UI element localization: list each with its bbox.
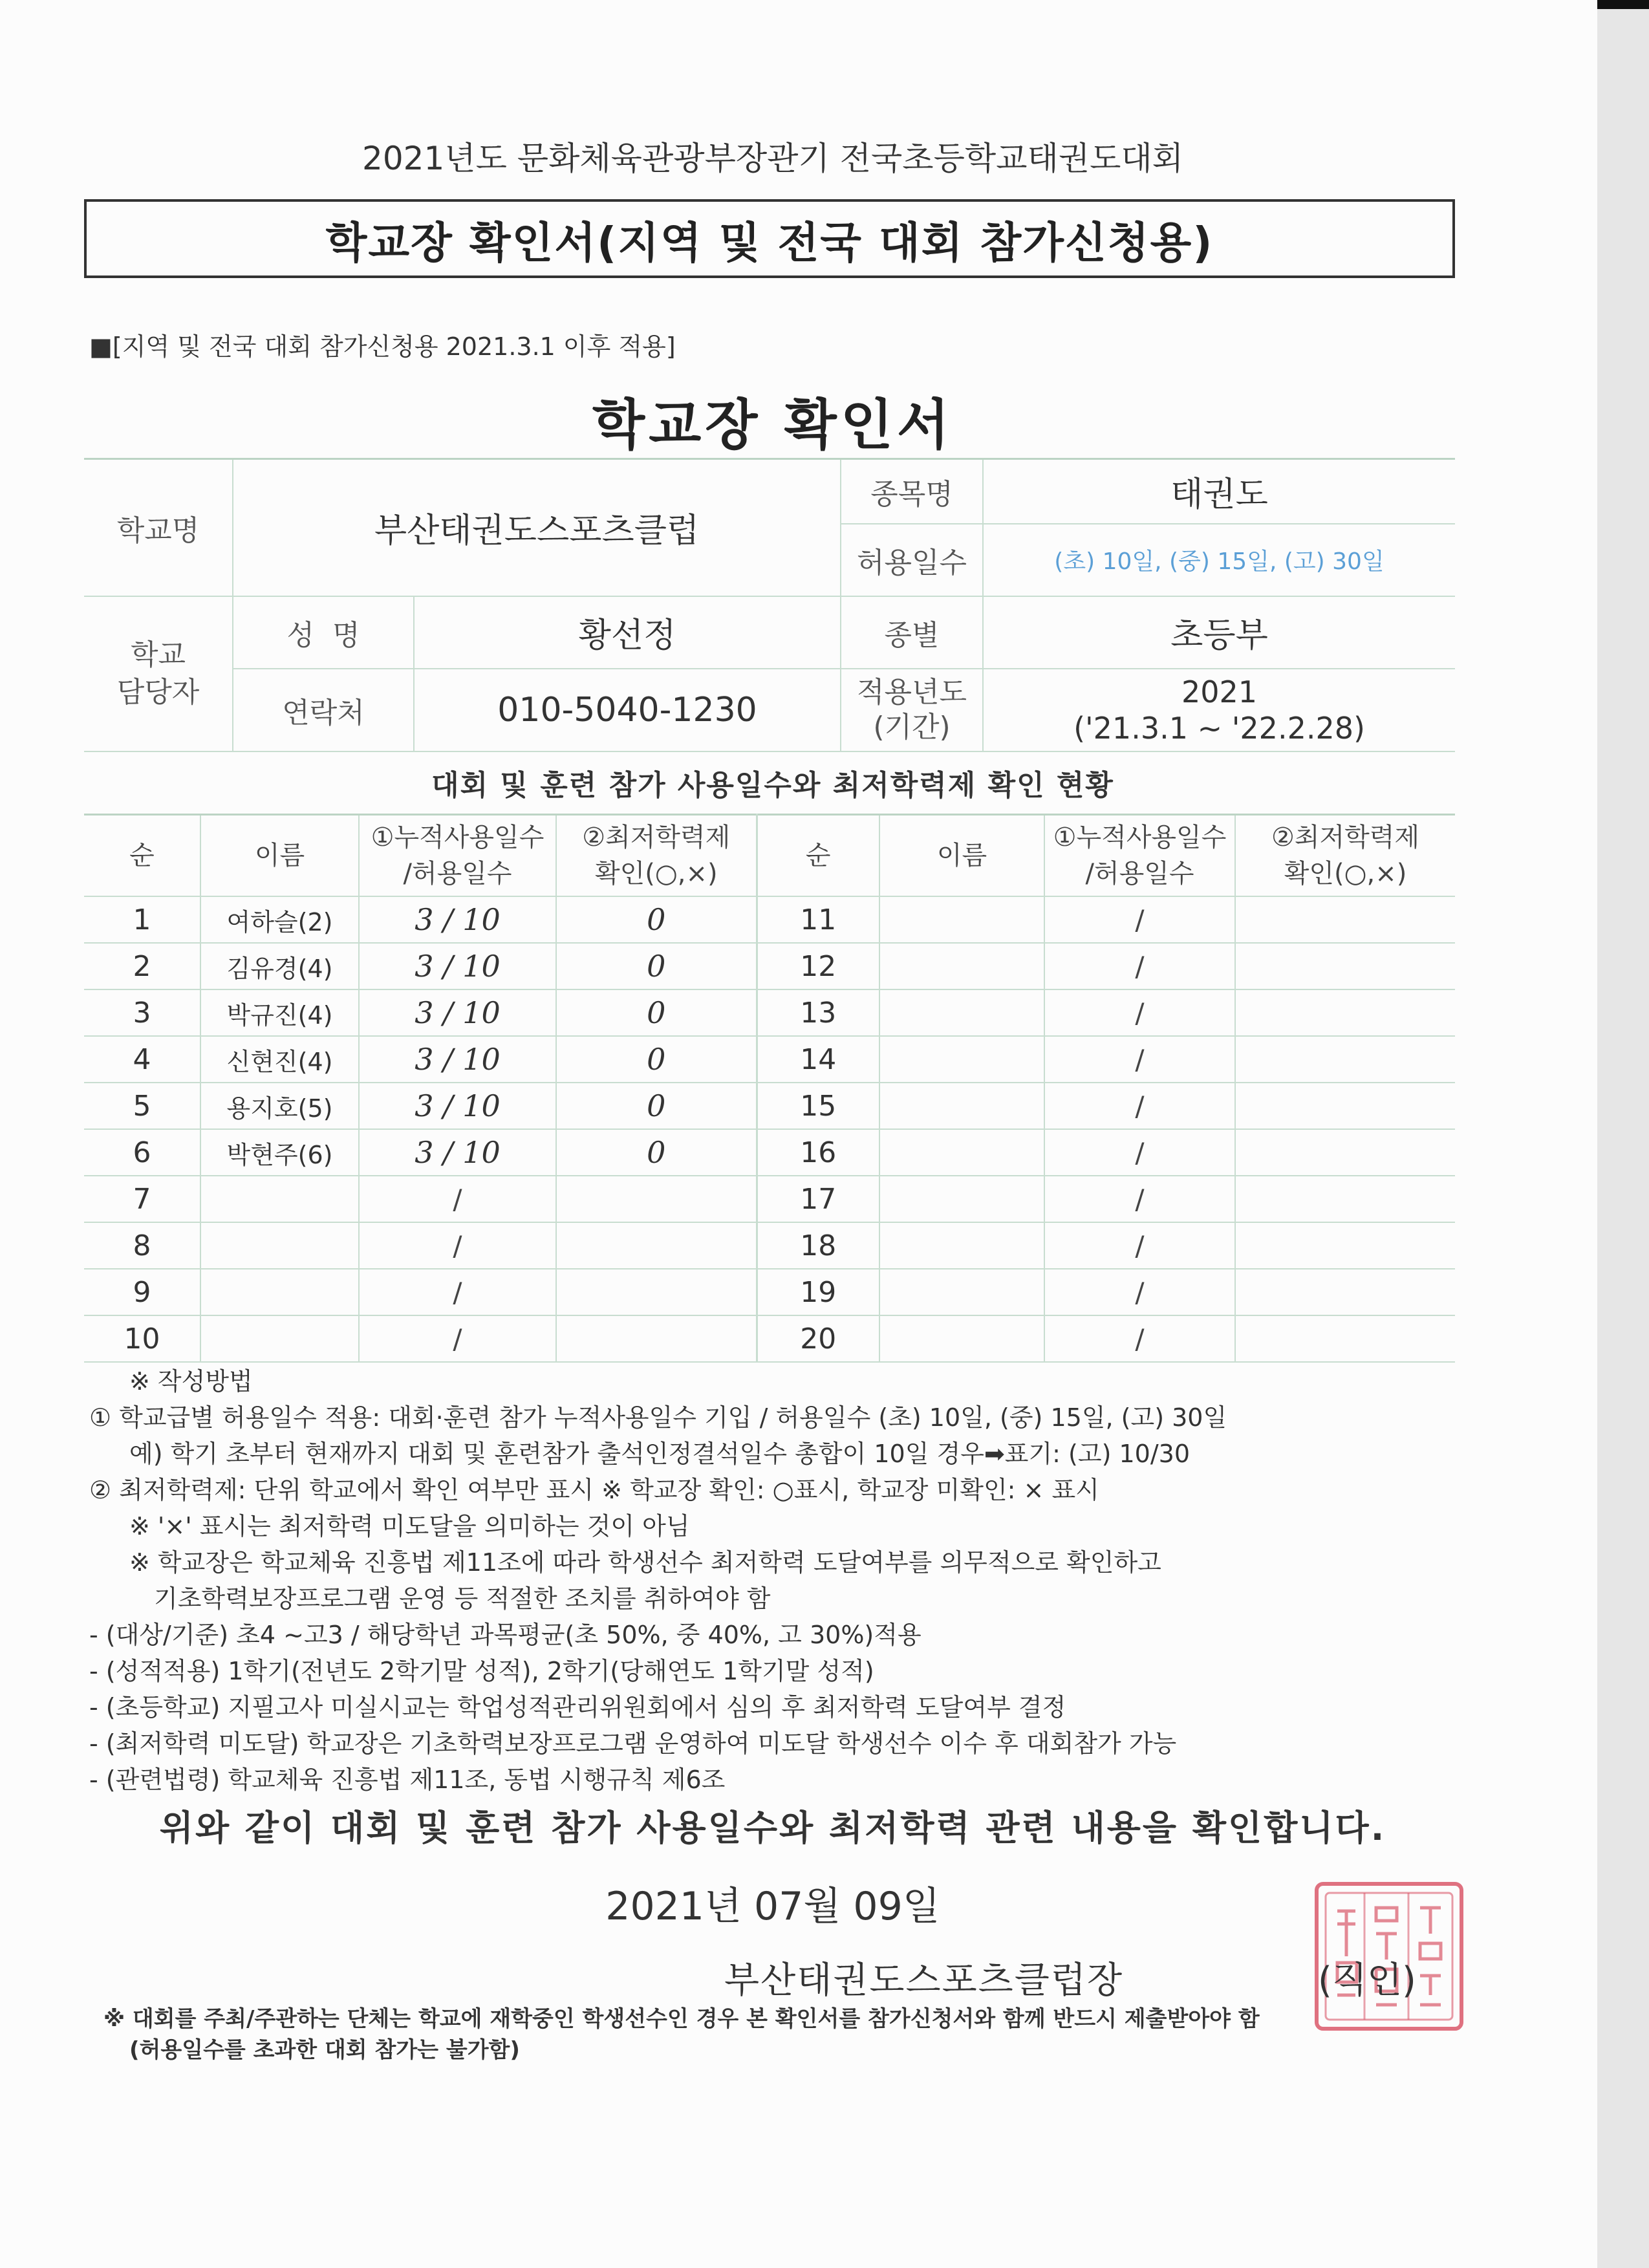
row-number: 1	[84, 896, 200, 943]
contact-name-value: 황선정	[414, 596, 841, 669]
row-number: 7	[84, 1176, 200, 1222]
status-header-row	[84, 815, 1455, 897]
row-number: 2	[84, 943, 200, 989]
table-row	[84, 1176, 1455, 1222]
student-name	[879, 1036, 1044, 1083]
method-line: 예) 학기 초부터 현재까지 대회 및 훈련참가 출석인정결석일수 총합이 10일 경우➡표기: (고) 10/30	[129, 1440, 1191, 1468]
contact-phone-value: 010-5040-1230	[414, 669, 841, 751]
cumulative-days: /	[1044, 896, 1235, 943]
academic-check	[556, 1315, 757, 1362]
confirmation-date: 2021년 07월 09일	[605, 1884, 940, 1929]
academic-check	[1235, 1083, 1455, 1129]
status-table	[84, 814, 1455, 1363]
cumulative-days: /	[359, 1176, 556, 1222]
academic-check: 0	[556, 1129, 757, 1176]
method-line: ① 학교급별 허용일수 적용: 대회·훈련 참가 누적사용일수 기입 / 허용일수 (초) 10일, (중) 15일, (고) 30일	[89, 1403, 1227, 1432]
student-name: 용지호(5)	[200, 1083, 359, 1129]
method-line: - (최저학력 미도달) 학교장은 기초학력보장프로그램 운영하여 미도달 학생선수 이수 후 대회참가 가능	[89, 1729, 1177, 1758]
row-number: 8	[84, 1222, 200, 1269]
col-check-header: ②최저학력제 확인(○,×)	[556, 815, 757, 897]
form-title-box	[84, 199, 1455, 278]
method-line: ② 최저학력제: 단위 학교에서 확인 여부만 표시 ※ 학교장 확인: ○표시, 학교장 미확인: × 표시	[89, 1476, 1099, 1504]
signer-name: 부산태권도스포츠클럽장	[724, 1960, 1124, 2002]
row-number: 19	[757, 1269, 879, 1315]
event-title: 2021년도 문화체육관광부장관기 전국초등학교태권도대회	[362, 140, 1183, 177]
table-row	[84, 896, 1455, 943]
cumulative-days: /	[359, 1222, 556, 1269]
academic-check	[1235, 1129, 1455, 1176]
cumulative-days: 3 / 10	[359, 896, 556, 943]
category-value: 초등부	[983, 596, 1455, 669]
cumulative-days: /	[1044, 1269, 1235, 1315]
student-name	[200, 1222, 359, 1269]
applicable-note: ■[지역 및 전국 대회 참가신청용 2021.3.1 이후 적용]	[89, 332, 676, 361]
method-line: - (대상/기준) 초4 ~고3 / 해당학년 과목평균(초 50%, 중 40%, 고 30%)적용	[89, 1621, 921, 1649]
student-name	[879, 1129, 1044, 1176]
student-name	[879, 943, 1044, 989]
row-number: 18	[757, 1222, 879, 1269]
cumulative-days: /	[1044, 1176, 1235, 1222]
contact-name-label: 성 명	[233, 596, 414, 669]
academic-check	[1235, 896, 1455, 943]
allow-days-label: 허용일수	[841, 524, 983, 596]
method-line: ※ 학교장은 학교체육 진흥법 제11조에 따라 학생선수 최저학력 도달여부를 의무적으로 확인하고	[129, 1548, 1161, 1577]
row-number: 6	[84, 1129, 200, 1176]
row-number: 13	[757, 989, 879, 1036]
scan-corner-mark	[1597, 0, 1649, 9]
cumulative-days: /	[1044, 943, 1235, 989]
academic-check	[1235, 943, 1455, 989]
student-name	[879, 896, 1044, 943]
allow-days-value: (초) 10일, (중) 15일, (고) 30일	[983, 524, 1455, 596]
student-name: 박현주(6)	[200, 1129, 359, 1176]
student-name	[200, 1176, 359, 1222]
student-name: 여하슬(2)	[200, 896, 359, 943]
student-name	[879, 1315, 1044, 1362]
academic-check	[556, 1269, 757, 1315]
row-number: 16	[757, 1129, 879, 1176]
cumulative-days: /	[1044, 1315, 1235, 1362]
sport-label: 종목명	[841, 459, 983, 524]
writing-method	[89, 1363, 1499, 1798]
academic-check: 0	[556, 896, 757, 943]
footer-line: ※ 대회를 주최/주관하는 단체는 학교에 재학중인 학생선수인 경우 본 확인서를 참가신청서와 함께 반드시 제출받아야 함	[103, 2006, 1260, 2032]
scan-edge	[1597, 0, 1649, 2268]
cumulative-days: /	[359, 1315, 556, 1362]
row-number: 5	[84, 1083, 200, 1129]
cumulative-days: 3 / 10	[359, 989, 556, 1036]
student-name	[879, 1083, 1044, 1129]
col-days-header: ①누적사용일수 /허용일수	[1044, 815, 1235, 897]
document-title: 학교장 확인서	[592, 393, 954, 457]
cumulative-days: /	[1044, 1129, 1235, 1176]
seal-label: (직인)	[1318, 1960, 1416, 2002]
col-name-header: 이름	[879, 815, 1044, 897]
row-number: 15	[757, 1083, 879, 1129]
cumulative-days: /	[1044, 1222, 1235, 1269]
academic-check: 0	[556, 1083, 757, 1129]
footer-note	[103, 2003, 1494, 2066]
cumulative-days: /	[1044, 1083, 1235, 1129]
method-heading: ※ 작성방법	[129, 1367, 253, 1396]
table-row	[84, 1222, 1455, 1269]
row-number: 12	[757, 943, 879, 989]
method-line: - (관련법령) 학교체육 진흥법 제11조, 동법 시행규칙 제6조	[89, 1766, 726, 1794]
method-line: - (초등학교) 지필고사 미실시교는 학업성적관리위원회에서 심의 후 최저학력 도달여부 결정	[89, 1693, 1066, 1722]
table-row	[84, 1036, 1455, 1083]
school-name-label: 학교명	[84, 459, 233, 596]
row-number: 10	[84, 1315, 200, 1362]
cumulative-days: 3 / 10	[359, 1083, 556, 1129]
contact-label: 학교 담당자	[84, 596, 233, 751]
student-name	[879, 989, 1044, 1036]
table-row	[84, 989, 1455, 1036]
form-title: 학교장 확인서(지역 및 전국 대회 참가신청용)	[325, 217, 1214, 268]
academic-check	[556, 1222, 757, 1269]
academic-check: 0	[556, 989, 757, 1036]
col-check-header: ②최저학력제 확인(○,×)	[1235, 815, 1455, 897]
cumulative-days: 3 / 10	[359, 1036, 556, 1083]
academic-check	[1235, 1036, 1455, 1083]
method-line: ※ '×' 표시는 최저학력 미도달을 의미하는 것이 아님	[129, 1512, 690, 1540]
table-row	[84, 1269, 1455, 1315]
apply-year-label: 적용년도 (기간)	[841, 669, 983, 751]
footer-line: (허용일수를 초과한 대회 참가는 불가함)	[129, 2037, 520, 2063]
col-name-header: 이름	[200, 815, 359, 897]
row-number: 9	[84, 1269, 200, 1315]
academic-check	[1235, 1222, 1455, 1269]
student-name	[200, 1269, 359, 1315]
contact-phone-label: 연락처	[233, 669, 414, 751]
row-number: 20	[757, 1315, 879, 1362]
academic-check: 0	[556, 943, 757, 989]
student-name: 박규진(4)	[200, 989, 359, 1036]
col-days-header: ①누적사용일수 /허용일수	[359, 815, 556, 897]
table-row	[84, 1315, 1455, 1362]
academic-check	[1235, 1315, 1455, 1362]
row-number: 11	[757, 896, 879, 943]
row-number: 17	[757, 1176, 879, 1222]
student-name	[879, 1222, 1044, 1269]
apply-year-value: 2021 ('21.3.1 ~ '22.2.28)	[983, 669, 1455, 751]
student-name	[879, 1269, 1044, 1315]
sport-value: 태권도	[983, 459, 1455, 524]
method-line: 기초학력보장프로그램 운영 등 적절한 조치를 취하여야 함	[154, 1584, 771, 1613]
cumulative-days: 3 / 10	[359, 1129, 556, 1176]
student-name: 신현진(4)	[200, 1036, 359, 1083]
row-number: 14	[757, 1036, 879, 1083]
table-row	[84, 1083, 1455, 1129]
cumulative-days: /	[1044, 989, 1235, 1036]
cumulative-days: /	[359, 1269, 556, 1315]
cumulative-days: 3 / 10	[359, 943, 556, 989]
table-row	[84, 1129, 1455, 1176]
student-name	[200, 1315, 359, 1362]
row-number: 3	[84, 989, 200, 1036]
academic-check: 0	[556, 1036, 757, 1083]
confirmation-statement: 위와 같이 대회 및 훈련 참가 사용일수와 최저학력 관련 내용을 확인합니다.	[159, 1808, 1386, 1848]
method-line: - (성적적용) 1학기(전년도 2학기말 성적), 2학기(당해연도 1학기말 성적)	[89, 1657, 874, 1685]
academic-check	[1235, 1269, 1455, 1315]
col-no-header: 순	[757, 815, 879, 897]
row-number: 4	[84, 1036, 200, 1083]
academic-check	[556, 1176, 757, 1222]
category-label: 종별	[841, 596, 983, 669]
student-name: 김유경(4)	[200, 943, 359, 989]
academic-check	[1235, 1176, 1455, 1222]
academic-check	[1235, 989, 1455, 1036]
cumulative-days: /	[1044, 1036, 1235, 1083]
student-name	[879, 1176, 1044, 1222]
status-heading: 대회 및 훈련 참가 사용일수와 최저학력제 확인 현황	[431, 769, 1114, 802]
school-info-table	[84, 458, 1455, 752]
col-no-header: 순	[84, 815, 200, 897]
table-row	[84, 943, 1455, 989]
school-name-value: 부산태권도스포츠클럽	[233, 459, 841, 596]
